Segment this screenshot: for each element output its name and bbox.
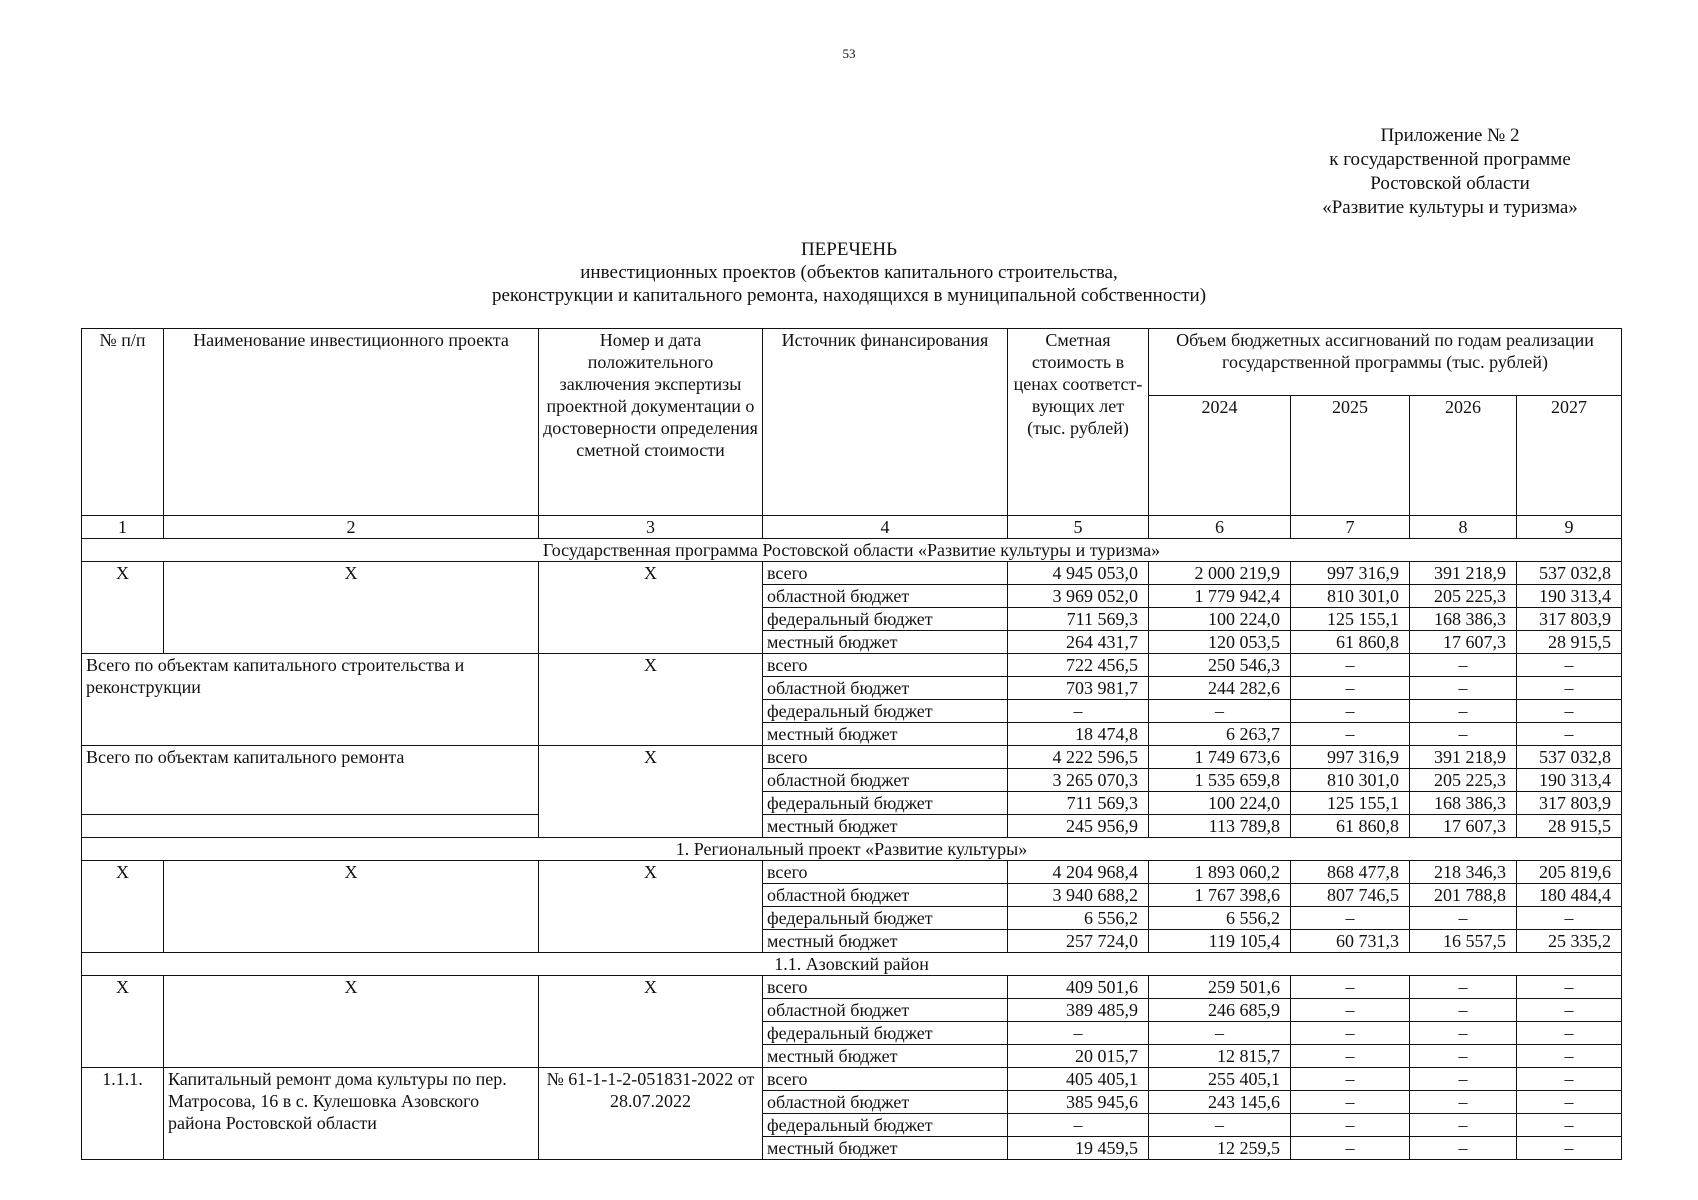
budget-value: – [1410, 677, 1517, 700]
section-title: 1. Региональный проект «Развитие культуры» [82, 838, 1622, 861]
budget-value: 1 893 060,2 [1149, 861, 1291, 884]
header-expertise: Номер и дата положительного заключения экспертизы проектной документации о достоверности определения сметной стоимости [539, 329, 763, 516]
budget-value: 1 779 942,4 [1149, 585, 1291, 608]
budget-value: 711 569,3 [1008, 608, 1149, 631]
expertise-reference: Х [539, 562, 763, 654]
budget-value: – [1410, 654, 1517, 677]
header-year: 2026 [1410, 396, 1517, 516]
budget-value: 17 607,3 [1410, 631, 1517, 654]
budget-value: 19 459,5 [1008, 1137, 1149, 1160]
budget-value: – [1410, 1045, 1517, 1068]
expertise-reference: № 61-1-1-2-051831-2022 от 28.07.2022 [539, 1068, 763, 1160]
funding-source: областной бюджет [763, 884, 1008, 907]
budget-value: 205 225,3 [1410, 585, 1517, 608]
budget-value: – [1517, 677, 1622, 700]
budget-value: 60 731,3 [1291, 930, 1410, 953]
budget-value: 218 346,3 [1410, 861, 1517, 884]
budget-value: 1 535 659,8 [1149, 769, 1291, 792]
budget-value: – [1149, 1022, 1291, 1045]
appendix-block [1300, 124, 1600, 220]
funding-source: местный бюджет [763, 631, 1008, 654]
project-name: Капитальный ремонт дома культуры по пер. Матросова, 16 в с. Кулешовка Азовского района Ростовской области [164, 1068, 539, 1160]
budget-value: 385 945,6 [1008, 1091, 1149, 1114]
funding-source: федеральный бюджет [763, 608, 1008, 631]
budget-value: – [1291, 700, 1410, 723]
header-source: Источник финансирования [763, 329, 1008, 516]
appendix-line: Приложение № 2 [1380, 125, 1520, 146]
table-row [82, 654, 1622, 677]
expertise-reference: Х [539, 746, 763, 838]
budget-value: 12 815,7 [1149, 1045, 1291, 1068]
budget-value: 20 015,7 [1008, 1045, 1149, 1068]
budget-value: – [1410, 1091, 1517, 1114]
budget-value: 2 000 219,9 [1149, 562, 1291, 585]
budget-value: 243 145,6 [1149, 1091, 1291, 1114]
budget-value: 250 546,3 [1149, 654, 1291, 677]
budget-value: 391 218,9 [1410, 562, 1517, 585]
expertise-reference: Х [539, 861, 763, 953]
table-row [82, 746, 1622, 769]
funding-source: местный бюджет [763, 1045, 1008, 1068]
header-budget: Объем бюджетных ассигнований по годам реализации государственной программы (тыс. рублей) [1149, 329, 1622, 396]
budget-value: 245 956,9 [1008, 815, 1149, 838]
budget-value: 100 224,0 [1149, 608, 1291, 631]
column-number: 8 [1410, 516, 1517, 539]
budget-value: – [1008, 700, 1149, 723]
column-number: 1 [82, 516, 164, 539]
budget-value: – [1291, 677, 1410, 700]
budget-value: 6 556,2 [1149, 907, 1291, 930]
budget-value: 868 477,8 [1291, 861, 1410, 884]
column-number: 7 [1291, 516, 1410, 539]
heading-line: реконструкции и капитального ремонта, находящихся в муниципальной собственности) [491, 285, 1207, 306]
expertise-reference: Х [539, 654, 763, 746]
budget-value: 4 222 596,5 [1008, 746, 1149, 769]
budget-value: 537 032,8 [1517, 562, 1622, 585]
investment-projects-table [81, 328, 1622, 1160]
table-row [82, 562, 1622, 585]
budget-value: 113 789,8 [1149, 815, 1291, 838]
budget-value: 4 945 053,0 [1008, 562, 1149, 585]
expertise-reference: Х [539, 976, 763, 1068]
budget-value: 205 225,3 [1410, 769, 1517, 792]
funding-source: местный бюджет [763, 1137, 1008, 1160]
funding-source: федеральный бюджет [763, 700, 1008, 723]
section-title: 1.1. Азовский район [82, 953, 1622, 976]
funding-source: федеральный бюджет [763, 1114, 1008, 1137]
budget-value: – [1410, 1068, 1517, 1091]
document-heading [0, 238, 1698, 307]
header-no: № п/п [82, 329, 164, 516]
column-number: 6 [1149, 516, 1291, 539]
budget-value: 168 386,3 [1410, 792, 1517, 815]
budget-value: 711 569,3 [1008, 792, 1149, 815]
budget-value: 997 316,9 [1291, 562, 1410, 585]
budget-value: – [1291, 1137, 1410, 1160]
budget-value: 12 259,5 [1149, 1137, 1291, 1160]
budget-value: 810 301,0 [1291, 769, 1410, 792]
budget-value: – [1149, 700, 1291, 723]
budget-value: – [1008, 1022, 1149, 1045]
budget-value: – [1517, 654, 1622, 677]
budget-value: 389 485,9 [1008, 999, 1149, 1022]
section-row [82, 539, 1622, 562]
budget-value: – [1291, 1022, 1410, 1045]
budget-value: 18 474,8 [1008, 723, 1149, 746]
budget-value: 391 218,9 [1410, 746, 1517, 769]
budget-value: – [1291, 1068, 1410, 1091]
budget-value: – [1410, 1022, 1517, 1045]
budget-value: 409 501,6 [1008, 976, 1149, 999]
project-name: Х [164, 976, 539, 1068]
funding-source: федеральный бюджет [763, 907, 1008, 930]
budget-value: – [1291, 1045, 1410, 1068]
budget-value: 3 940 688,2 [1008, 884, 1149, 907]
budget-value: – [1410, 1137, 1517, 1160]
budget-value: 259 501,6 [1149, 976, 1291, 999]
page-number: 53 [842, 46, 856, 61]
budget-value: 722 456,5 [1008, 654, 1149, 677]
funding-source: всего [763, 654, 1008, 677]
appendix-line: «Развитие культуры и туризма» [1322, 197, 1578, 218]
budget-value: 17 607,3 [1410, 815, 1517, 838]
header-year: 2025 [1291, 396, 1410, 516]
budget-value: 537 032,8 [1517, 746, 1622, 769]
budget-value: 61 860,8 [1291, 815, 1410, 838]
row-number: 1.1.1. [82, 1068, 164, 1160]
budget-value: 257 724,0 [1008, 930, 1149, 953]
budget-value: – [1517, 976, 1622, 999]
header-cost: Сметная стоимость в ценах соответст-вующих лет (тыс. рублей) [1008, 329, 1149, 516]
budget-value: 246 685,9 [1149, 999, 1291, 1022]
budget-value: 255 405,1 [1149, 1068, 1291, 1091]
budget-value: – [1517, 907, 1622, 930]
budget-value: – [1517, 1068, 1622, 1091]
section-title: Государственная программа Ростовской области «Развитие культуры и туризма» [82, 539, 1622, 562]
budget-value: – [1517, 723, 1622, 746]
budget-value: – [1517, 700, 1622, 723]
budget-value: – [1291, 1114, 1410, 1137]
budget-value: 405 405,1 [1008, 1068, 1149, 1091]
project-name: Всего по объектам капитального строительства и реконструкции [82, 654, 539, 746]
heading-title: ПЕРЕЧЕНЬ [800, 239, 898, 260]
budget-value: 100 224,0 [1149, 792, 1291, 815]
budget-value: 6 263,7 [1149, 723, 1291, 746]
column-number: 5 [1008, 516, 1149, 539]
budget-value: 168 386,3 [1410, 608, 1517, 631]
budget-value: 190 313,4 [1517, 769, 1622, 792]
budget-value: – [1517, 1114, 1622, 1137]
budget-value: 4 204 968,4 [1008, 861, 1149, 884]
budget-value: 28 915,5 [1517, 631, 1622, 654]
funding-source: всего [763, 861, 1008, 884]
budget-value: – [1517, 999, 1622, 1022]
funding-source: областной бюджет [763, 585, 1008, 608]
header-year: 2024 [1149, 396, 1291, 516]
column-number: 2 [164, 516, 539, 539]
budget-value: – [1410, 700, 1517, 723]
table-row [82, 861, 1622, 884]
heading-line: инвестиционных проектов (объектов капитального строительства, [580, 262, 1118, 283]
funding-source: всего [763, 1068, 1008, 1091]
budget-value: – [1517, 1137, 1622, 1160]
project-name: Всего по объектам капитального ремонта [82, 746, 539, 815]
budget-value: – [1149, 1114, 1291, 1137]
row-number: Х [82, 562, 164, 654]
budget-value: – [1291, 1091, 1410, 1114]
budget-value: 201 788,8 [1410, 884, 1517, 907]
budget-value: 125 155,1 [1291, 608, 1410, 631]
budget-value: – [1410, 1114, 1517, 1137]
budget-value: 205 819,6 [1517, 861, 1622, 884]
budget-value: 190 313,4 [1517, 585, 1622, 608]
funding-source: всего [763, 562, 1008, 585]
appendix-line: к государственной программе [1329, 149, 1571, 170]
budget-value: – [1291, 723, 1410, 746]
table-row [82, 976, 1622, 999]
header-name: Наименование инвестиционного проекта [164, 329, 539, 516]
budget-value: 180 484,4 [1517, 884, 1622, 907]
row-number: Х [82, 976, 164, 1068]
budget-value: – [1291, 976, 1410, 999]
column-number: 4 [763, 516, 1008, 539]
funding-source: областной бюджет [763, 677, 1008, 700]
budget-value: 1 767 398,6 [1149, 884, 1291, 907]
funding-source: областной бюджет [763, 1091, 1008, 1114]
table-row [82, 1068, 1622, 1091]
budget-value: – [1291, 907, 1410, 930]
budget-value: – [1410, 999, 1517, 1022]
budget-value: – [1291, 999, 1410, 1022]
budget-value: 6 556,2 [1008, 907, 1149, 930]
section-row [82, 838, 1622, 861]
budget-value: 3 969 052,0 [1008, 585, 1149, 608]
funding-source: всего [763, 976, 1008, 999]
budget-value: 807 746,5 [1291, 884, 1410, 907]
budget-value: 16 557,5 [1410, 930, 1517, 953]
funding-source: областной бюджет [763, 769, 1008, 792]
row-number: Х [82, 861, 164, 953]
funding-source: местный бюджет [763, 930, 1008, 953]
budget-value: 1 749 673,6 [1149, 746, 1291, 769]
budget-value: 264 431,7 [1008, 631, 1149, 654]
budget-value: – [1410, 907, 1517, 930]
budget-value: 120 053,5 [1149, 631, 1291, 654]
budget-value: – [1517, 1045, 1622, 1068]
funding-source: местный бюджет [763, 815, 1008, 838]
funding-source: всего [763, 746, 1008, 769]
budget-value: – [1410, 723, 1517, 746]
empty-name-cell [82, 815, 539, 838]
funding-source: федеральный бюджет [763, 1022, 1008, 1045]
section-row [82, 953, 1622, 976]
funding-source: федеральный бюджет [763, 792, 1008, 815]
budget-value: 3 265 070,3 [1008, 769, 1149, 792]
project-name: Х [164, 562, 539, 654]
column-number: 3 [539, 516, 763, 539]
budget-value: – [1517, 1091, 1622, 1114]
funding-source: местный бюджет [763, 723, 1008, 746]
budget-value: 28 915,5 [1517, 815, 1622, 838]
budget-value: – [1008, 1114, 1149, 1137]
budget-value: 810 301,0 [1291, 585, 1410, 608]
budget-value: – [1410, 976, 1517, 999]
budget-value: – [1517, 1022, 1622, 1045]
budget-value: 25 335,2 [1517, 930, 1622, 953]
column-number: 9 [1517, 516, 1622, 539]
budget-value: 997 316,9 [1291, 746, 1410, 769]
table-row [82, 815, 1622, 838]
budget-value: – [1291, 654, 1410, 677]
budget-value: 244 282,6 [1149, 677, 1291, 700]
project-name: Х [164, 861, 539, 953]
budget-value: 119 105,4 [1149, 930, 1291, 953]
budget-value: 317 803,9 [1517, 608, 1622, 631]
budget-value: 703 981,7 [1008, 677, 1149, 700]
budget-value: 61 860,8 [1291, 631, 1410, 654]
header-year: 2027 [1517, 396, 1622, 516]
budget-value: 317 803,9 [1517, 792, 1622, 815]
funding-source: областной бюджет [763, 999, 1008, 1022]
appendix-line: Ростовской области [1370, 173, 1530, 194]
budget-value: 125 155,1 [1291, 792, 1410, 815]
